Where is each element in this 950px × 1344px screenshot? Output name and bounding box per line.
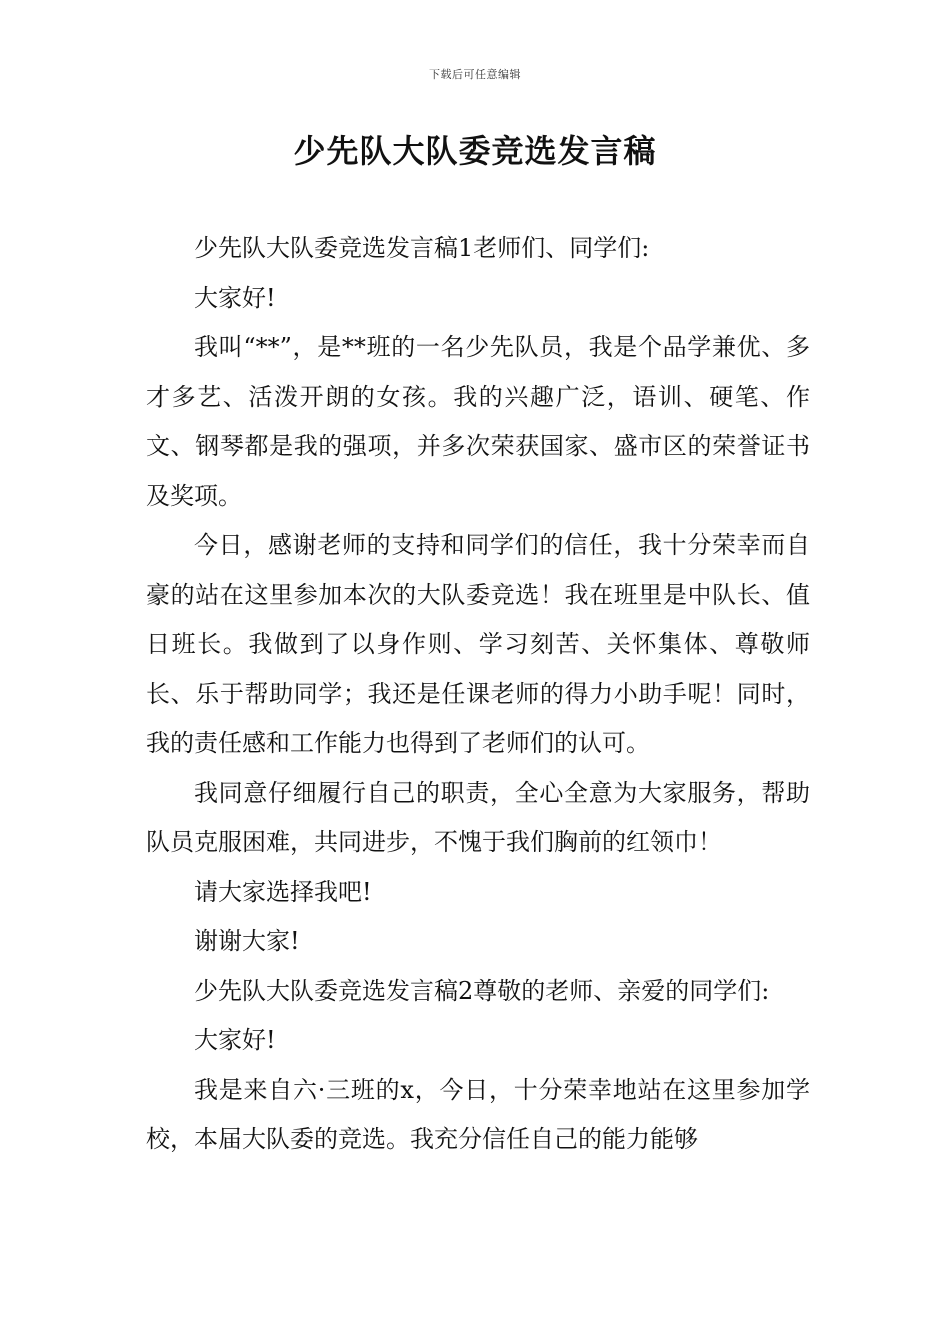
document-title: 少先队大队委竞选发言稿 [293,132,657,170]
paragraph-2: 大家好! [194,283,276,312]
paragraph-7: 谢谢大家! [194,927,300,955]
header-note: 下载后可任意编辑 [429,68,521,81]
paragraph-1: 少先队大队委竞选发言稿1老师们、同学们: [194,234,650,262]
document-body [146,224,810,1165]
paragraph-4: 今日，感谢老师的支持和同学们的信任，我十分荣幸而自豪的站在这里参加本次的大队委竞选！我在班里是中队长、值日班长。我做到了以身作则、学习刻苦、关怀集体、尊敬师长、乐于帮助同学；我还是任课老师的得力小助手呢！同时，我的责任感和工作能力也得到了老师们的认可。 [146,531,810,757]
paragraph-5: 我同意仔细履行自己的职责，全心全意为大家服务，帮助队员克服困难，共同进步，不愧于我们胸前的红领巾！ [146,778,810,856]
paragraph-6: 请大家选择我吧! [194,877,372,906]
paragraph-3: 我叫“**”，是**班的一名少先队员，我是个品学兼优、多才多艺、活泼开朗的女孩。我的兴趣广泛，语训、硬笔、作文、钢琴都是我的强项，并多次荣获国家、盛市区的荣誉证书及奖项。 [146,333,810,510]
paragraph-8: 少先队大队委竞选发言稿2尊敬的老师、亲爱的同学们: [194,976,770,1005]
paragraph-10: 我是来自六·三班的x，今日，十分荣幸地站在这里参加学校，本届大队委的竞选。我充分信任自己的能力能够 [146,1075,810,1153]
paragraph-9: 大家好! [194,1026,276,1054]
